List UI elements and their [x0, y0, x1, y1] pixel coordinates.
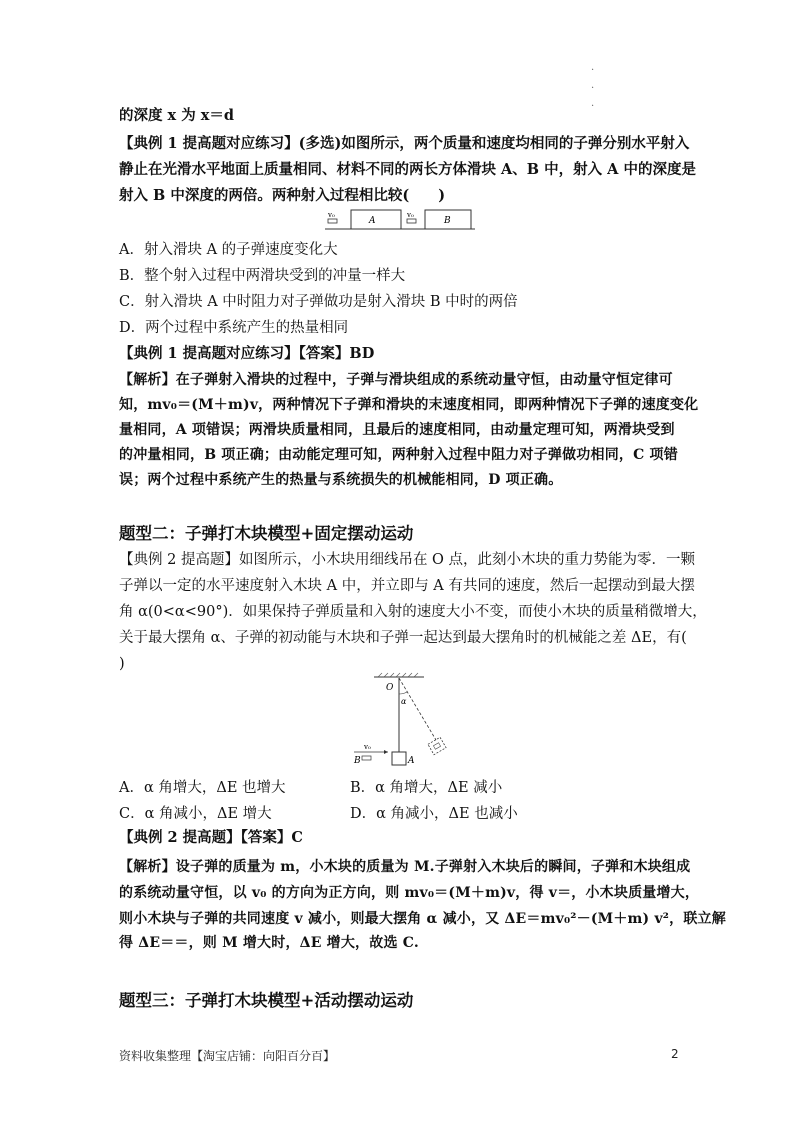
corner-dot: . — [591, 98, 595, 109]
question-line: 角 α(0<α<90°)．如果保持子弹质量和入射的速度大小不变，而使小木块的质量稍微增大， — [119, 604, 707, 620]
corner-dot: . — [591, 62, 595, 73]
block-at-rest — [392, 752, 406, 765]
pivot-label: O — [386, 683, 394, 693]
question-line: 射入 B 中深度的两倍。两种射入过程相比较( ) — [119, 187, 446, 204]
question-line: 【典例 1 提高题对应练习】(多选)如图所示，两个质量和速度均相同的子弹分别水平射入 — [119, 135, 690, 152]
option-d: D．α 角减小，ΔE 也减小 — [350, 806, 518, 822]
velocity-label-a: v₀ — [328, 211, 335, 219]
figure-sliding-blocks — [325, 207, 475, 233]
block-b-label: B — [444, 216, 451, 226]
analysis-line: 的系统动量守恒，以 v₀ 的方向为正方向，则 mv₀＝(M＋m)v，得 v＝，小木块质量增大， — [119, 885, 700, 901]
velocity-label-b: v₀ — [407, 211, 414, 219]
option-d: D．两个过程中系统产生的热量相同 — [119, 320, 349, 336]
analysis-line: 知，mv₀＝(M＋m)v，两种情况下子弹和滑块的末速度相同，即两种情况下子弹的速度变化 — [119, 397, 699, 413]
top-line: 的深度 x 为 x＝d — [119, 107, 235, 124]
angle-arc — [399, 692, 407, 694]
option-a: A．α 角增大，ΔE 也增大 — [119, 780, 286, 796]
ceiling-hatch — [378, 673, 418, 677]
option-b: B．α 角增大，ΔE 减小 — [350, 780, 503, 796]
block-a-label: A — [369, 216, 376, 226]
example1-answer: 【典例 1 提高题对应练习】【答案】BD — [119, 345, 375, 362]
analysis-line: 得 ΔE＝＝，则 M 增大时，ΔE 增大，故选 C. — [119, 935, 419, 951]
string-swung — [399, 678, 436, 740]
analysis-line: 的冲量相同，B 项正确；由动能定理可知，两种射入过程中阻力对子弹做功相同，C 项错 — [119, 447, 678, 463]
option-c: C．射入滑块 A 中时阻力对子弹做功是射入滑块 B 中时的两倍 — [119, 294, 518, 310]
angle-label: α — [401, 697, 407, 706]
question-line: 子弹以一定的水平速度射入木块 A 中，并立即与 A 有共同的速度，然后一起摆动到最大摆 — [119, 578, 695, 594]
block-swung — [428, 737, 446, 754]
option-c: C．α 角减小，ΔE 增大 — [119, 806, 272, 822]
footer-source: 资料收集整理【淘宝店铺：向阳百分百】 — [119, 1049, 336, 1063]
corner-dot: . — [591, 80, 595, 91]
question-line: 【典例 2 提高题】如图所示，小木块用细线吊在 O 点，此刻小木块的重力势能为零．一颗 — [119, 552, 696, 568]
question-line: ) — [119, 656, 125, 672]
analysis-line: 则小木块与子弹的共同速度 v 减小，则最大摆角 α 减小，又 ΔE＝mv₀²－(M＋m) v²，联立解 — [119, 911, 726, 927]
example2-answer: 【典例 2 提高题】【答案】C — [119, 829, 303, 846]
block-label: A — [408, 756, 415, 766]
section3-title: 题型三：子弹打木块模型+活动摆动运动 — [119, 991, 414, 1010]
option-a: A．射入滑块 A 的子弹速度变化大 — [119, 242, 338, 258]
analysis-line: 【解析】在子弹射入滑块的过程中，子弹与滑块组成的系统动量守恒，由动量守恒定律可 — [119, 372, 673, 388]
bullet-label: B — [354, 756, 361, 766]
bullet-shape — [362, 756, 371, 760]
figure-pendulum — [350, 672, 460, 770]
velocity-label: v₀ — [364, 743, 371, 751]
bullet-b-shape — [407, 219, 416, 223]
bullet-a-shape — [328, 219, 337, 223]
section2-title: 题型二：子弹打木块模型+固定摆动运动 — [119, 524, 414, 543]
page-number: 2 — [671, 1047, 679, 1061]
option-b: B．整个射入过程中两滑块受到的冲量一样大 — [119, 268, 406, 284]
question-line: 静止在光滑水平地面上质量相同、材料不同的两长方体滑块 A、B 中，射入 A 中的深度是 — [119, 161, 696, 178]
analysis-line: 量相同，A 项错误；两滑块质量相同，且最后的速度相同，由动量定理可知，两滑块受到 — [119, 422, 675, 438]
analysis-line: 【解析】设子弹的质量为 m，小木块的质量为 M.子弹射入木块后的瞬间，子弹和木块组成 — [119, 859, 691, 875]
block-a-shape — [351, 210, 401, 229]
analysis-line: 误；两个过程中系统产生的热量与系统损失的机械能相同，D 项正确。 — [119, 472, 563, 488]
question-line: 关于最大摆角 α、子弹的初动能与木块和子弹一起达到最大摆角时的机械能之差 ΔE，有( — [119, 630, 687, 646]
